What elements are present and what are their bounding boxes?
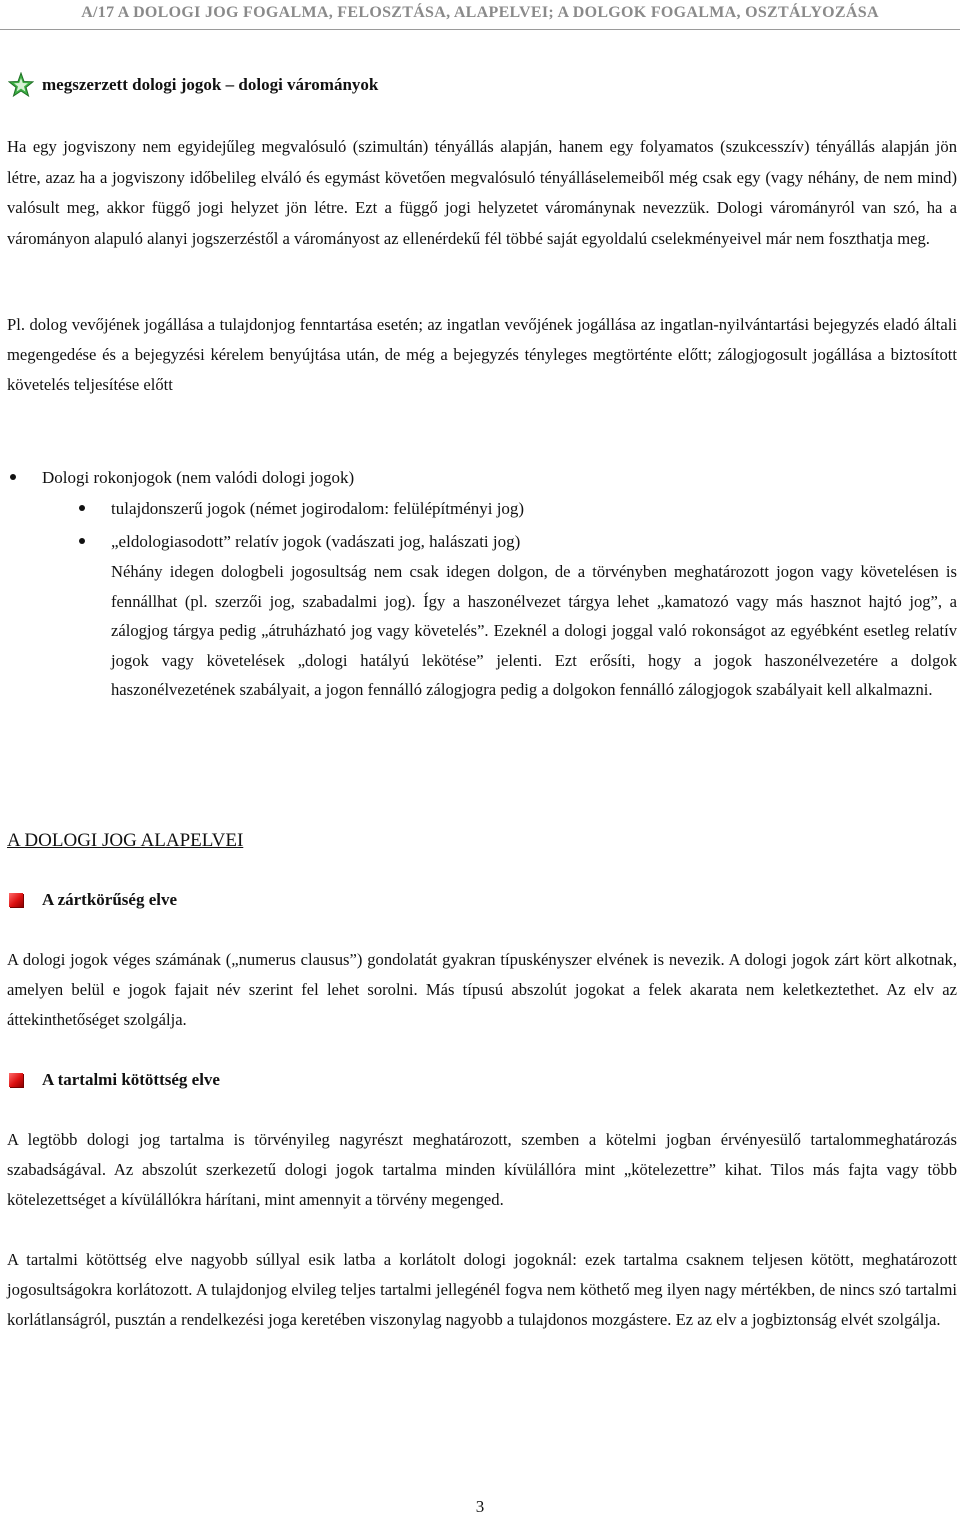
star-section-title: megszerzett dologi jogok – dologi várományok <box>42 75 379 94</box>
content-principle-text-1: A legtöbb dologi jog tartalma is törvényileg nagyrészt meghatározott, szemben a kötelmi jogban érvényesülő tartalommeghatározás szabadságával. Az abszolút szerkezetű dologi jogok tartalma minden kívülállóra mint „kötelezettre” kihat. Tilos más fajta vagy több kötelezettséget a kívülállókra hárítani, mint amennyit a törvény megenged. <box>7 1130 957 1209</box>
bullet-main: Dologi rokonjogok (nem valódi dologi jogok) <box>42 468 355 487</box>
running-header <box>0 0 960 26</box>
star-icon <box>8 72 34 98</box>
closed-principle-text: A dologi jogok véges számának („numerus clausus”) gondolatát gyakran típuskényszer elvének is nevezik. A dologi jogok zárt kört alkotnak, amelyen belül e jogok fajait név szerint fel lehet sorolni. Más típusú abszolút jogokat a felek akarata nem keletkeztethet. Az elv az áttekinthetőséget szolgálja. <box>7 950 957 1029</box>
content-principle-title: A tartalmi kötöttség elve <box>42 1070 220 1089</box>
header-rule <box>0 29 960 30</box>
red-square-icon <box>9 1073 23 1087</box>
red-square-icon <box>9 893 23 907</box>
bullet-sub-2: „eldologiasodott” relatív jogok (vadászati jog, halászati jog) <box>111 532 521 551</box>
example-paragraph: Pl. dolog vevőjének jogállása a tulajdonjog fenntartása esetén; az ingatlan vevőjének jogállása az ingatlan-nyilvántartási bejegyzés eladó általi megengedése és a bejegyzési kérelem benyújtása után, de még a bejegyzés tényleges megtörténte előtt; zálogjogosult jogállása a biztosított követelés teljesítése előtt <box>7 315 957 394</box>
bullet-dot <box>10 474 16 480</box>
bullet-dot <box>79 538 85 544</box>
content-principle-text-2: A tartalmi kötöttség elve nagyobb súllyal esik latba a korlátolt dologi jogoknál: ezek tartalma csaknem teljesen kötött, meghatározott jogosultságokra korlátozott. A tulajdonjog elvileg teljes tartalmi jellegénél fogva nem köthető meg ilyen nagy mértékben, de nincs szó tartalmi korlátlanságról, pusztán a rendelkezési joga keretében viszonylag nagyobb a tulajdonos mozgástere. Ez az elv a jogbiztonság elvét szolgálja. <box>7 1250 957 1329</box>
expectancy-paragraph: Ha egy jogviszony nem egyidejűleg megvalósuló (szimultán) tényállás alapján, hanem egy folyamatos (szukcesszív) tényállás alapján jön létre, azaz ha a jogviszony időbelileg elváló és egymást követően megvalósuló tényálláselemeiből még csak egy (vagy néhány, de nem mind) valósult meg, akkor függő jogi helyzet jön létre. Ezt a függő jogi helyzetet várománynak nevezzük. Dologi várományról van szó, ha a várományon alapuló alanyi jogszerzéstől a várományost az ellenérdekű fél többé saját egyoldalú cselekményeivel már nem foszthatja meg. <box>7 137 957 248</box>
bullet-sub-1: tulajdonszerű jogok (német jogirodalom: felülépítményi jog) <box>111 499 525 518</box>
running-header-title: A/17 A DOLOGI JOG FOGALMA, FELOSZTÁSA, ALAPELVEI; A DOLGOK FOGALMA, OSZTÁLYOZÁSA <box>81 4 879 21</box>
related-rights-paragraph: Néhány idegen dologbeli jogosultság nem csak idegen dolgon, de a törvényben meghatározott jogon vagy követelésen is fennállhat (pl. szerzői jog, szabadalmi jog). Így a haszonélvezet tárgya lehet „kamatozó vagy más hasznot hajtó jog”, a zálogjog tárgya pedig „átruházható jog vagy követelés”. Ezeknél a dologi joggal való rokonságot az egyébként esetleg relatív jogok vagy követelések „dologi hatályú lekötése” jelenti. Ezt erősíti, hogy a jogok haszonélvezetére a dolgok haszonélvezetének szabályait, a jogon fennálló zálogjogra pedig a dolgokon fennálló zálogjogok szabályait kell alkalmazni. <box>111 562 957 700</box>
page-number: 3 <box>475 1497 485 1516</box>
closed-principle-title: A zártkörűség elve <box>42 890 178 909</box>
section-title: A DOLOGI JOG ALAPELVEI <box>7 830 244 851</box>
bullet-dot <box>79 505 85 511</box>
